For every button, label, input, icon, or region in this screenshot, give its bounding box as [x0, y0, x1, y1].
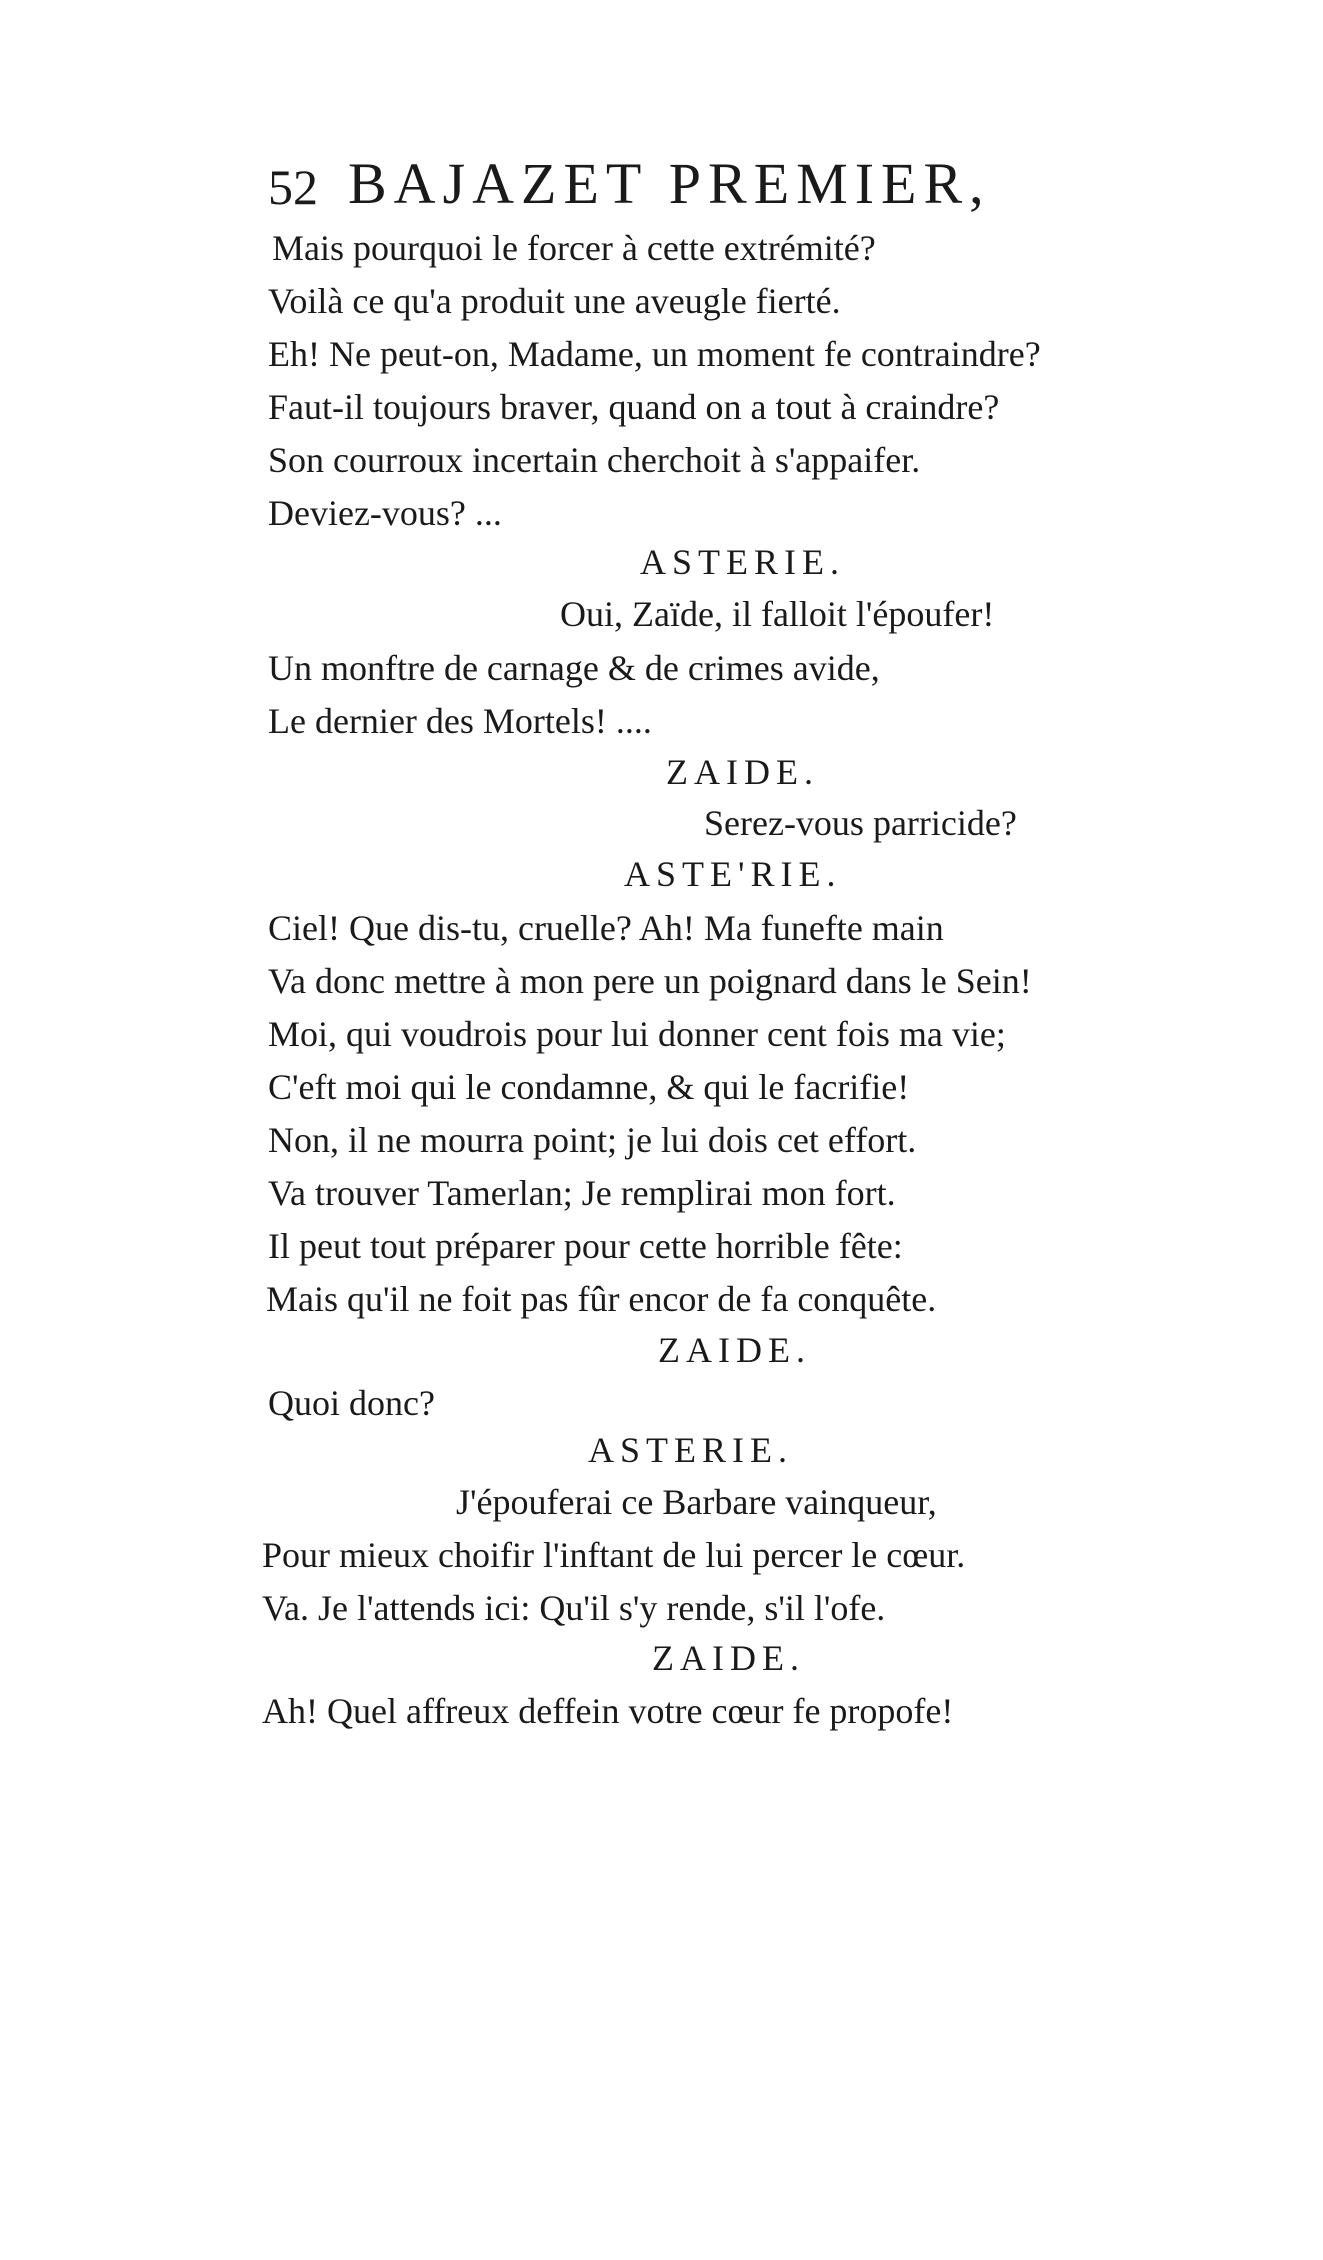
verse-line: C'eft moi qui le condamne, & qui le facrifie!	[268, 1067, 910, 1107]
speaker-name: ASTERIE.	[588, 1430, 793, 1470]
verse-line: Serez-vous parricide?	[704, 803, 1017, 843]
verse-line: Mais qu'il ne foit pas fûr encor de fa conquête.	[266, 1279, 937, 1319]
verse-line: Moi, qui voudrois pour lui donner cent fois ma vie;	[268, 1014, 1006, 1054]
page-number: 52	[268, 159, 318, 215]
verse-line: Pour mieux choifir l'inftant de lui percer le cœur.	[262, 1535, 966, 1575]
verse-line: J'épouferai ce Barbare vainqueur,	[456, 1482, 937, 1522]
verse-line: Ah! Quel affreux deffein votre cœur fe propofe!	[262, 1691, 954, 1731]
verse-line: Ciel! Que dis-tu, cruelle? Ah! Ma funefte main	[268, 908, 944, 948]
speaker-name: ZAIDE.	[666, 752, 819, 792]
page-header	[268, 150, 1138, 230]
verse-line: Quoi donc?	[268, 1383, 435, 1423]
verse-line: Un monftre de carnage & de crimes avide,	[268, 648, 880, 688]
verse-line: Va trouver Tamerlan; Je remplirai mon fort.	[268, 1173, 896, 1213]
speaker-name: ZAIDE.	[652, 1638, 805, 1678]
verse-line: Mais pourquoi le forcer à cette extrémité?	[272, 228, 876, 268]
speaker-name: ASTE'RIE.	[624, 854, 842, 894]
verse-line: Le dernier des Mortels! ....	[268, 701, 652, 741]
verse-line: Non, il ne mourra point; je lui dois cet effort.	[268, 1120, 917, 1160]
speaker-name: ASTERIE.	[640, 542, 845, 582]
verse-line: Faut-il toujours braver, quand on a tout à craindre?	[268, 387, 1000, 427]
verse-line: Voilà ce qu'a produit une aveugle fierté.	[268, 281, 841, 321]
running-title: BAJAZET PREMIER,	[348, 151, 991, 216]
verse-line: Va. Je l'attends ici: Qu'il s'y rende, s'il l'ofe.	[262, 1588, 886, 1628]
verse-line: Deviez-vous? ...	[268, 493, 502, 533]
verse-line: Va donc mettre à mon pere un poignard dans le Sein!	[268, 961, 1032, 1001]
verse-line: Il peut tout préparer pour cette horrible fête:	[268, 1226, 903, 1266]
verse-line: Eh! Ne peut-on, Madame, un moment fe contraindre?	[268, 334, 1041, 374]
speaker-name: ZAIDE.	[658, 1330, 811, 1370]
verse-line: Son courroux incertain cherchoit à s'appaifer.	[268, 440, 921, 480]
verse-line: Oui, Zaïde, il falloit l'époufer!	[560, 594, 995, 634]
